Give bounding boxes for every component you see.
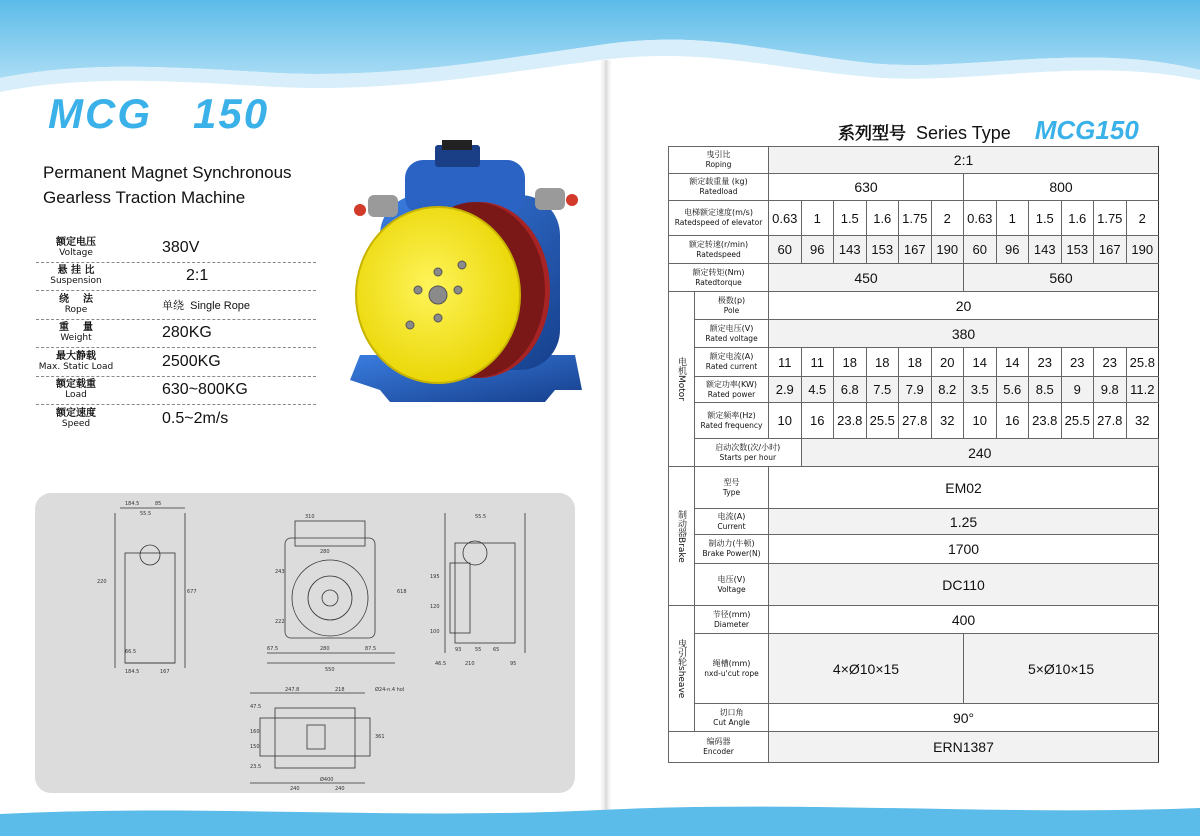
dim-label: 195 — [430, 574, 440, 580]
label-cn: 额定功率(KW) — [705, 379, 758, 389]
dim-label: 167 — [160, 669, 170, 675]
model-title: MCG 150 — [48, 90, 270, 137]
dim-label: 67.5 — [267, 646, 279, 652]
cell: 6.8 — [834, 377, 867, 403]
spec-label-cn: 额定速度 — [56, 408, 96, 420]
spec-table — [668, 146, 1159, 763]
spec-value: 2:1 — [186, 267, 209, 285]
cell: 5.6 — [996, 377, 1029, 403]
cell: 96 — [996, 236, 1029, 264]
cell: 1.6 — [1061, 201, 1094, 236]
label-en: Ratedtorque — [695, 277, 742, 287]
label-cn: 额定转速(r/min) — [688, 239, 749, 249]
cell: 18 — [866, 348, 899, 377]
value-encoder: ERN1387 — [769, 732, 1159, 763]
dim-label: 55.5 — [140, 511, 152, 517]
cell: 23 — [1061, 348, 1094, 377]
label-cn: 电流(A) — [717, 511, 746, 521]
dim-label: 85 — [155, 501, 162, 507]
label-cn: 额定转矩(Nm) — [692, 267, 745, 277]
cell: 1.75 — [899, 201, 932, 236]
cell: 7.9 — [899, 377, 932, 403]
value-load-630: 630 — [769, 174, 964, 201]
cell: 23.8 — [834, 403, 867, 439]
cell: 25.5 — [866, 403, 899, 439]
label-en: Starts per hour — [719, 452, 777, 462]
dim-label: 280 — [320, 646, 330, 652]
dim-label: 150 — [250, 744, 260, 750]
value-rope-800: 5×Ø10×15 — [964, 634, 1159, 704]
label-en: Roping — [705, 160, 732, 169]
cell: 11 — [769, 348, 802, 377]
row-power — [669, 377, 1159, 403]
row-ratedload — [669, 174, 1159, 201]
product-subtitle — [43, 160, 292, 210]
label-cn: 切口角 — [719, 707, 744, 717]
row-rpm — [669, 236, 1159, 264]
spec-label-en: Max. Static Load — [38, 361, 114, 372]
cell: 143 — [1029, 236, 1062, 264]
cell: 25.8 — [1126, 348, 1159, 377]
label-en: Rated power — [707, 389, 756, 399]
value-cut-angle: 90° — [769, 704, 1159, 732]
label-cn: 制动力(牛顿) — [708, 539, 755, 548]
spec-row-static-load — [36, 348, 316, 377]
cell: 1.75 — [1094, 201, 1127, 236]
label-en: Ratedspeed of elevator — [674, 218, 763, 227]
dim-label: 93 — [455, 647, 462, 653]
label-cn: 额定电流(A) — [709, 352, 754, 361]
row-brake-current — [669, 509, 1159, 535]
dim-label: 361 — [375, 734, 385, 740]
spec-label-en: Speed — [61, 419, 91, 430]
cell: 23 — [1094, 348, 1127, 377]
dim-label: 87.5 — [365, 646, 377, 652]
spec-list — [36, 234, 316, 434]
dim-label: Ø24-n.4 hol — [375, 687, 405, 693]
dim-label: 618 — [397, 589, 407, 595]
label-en: Voltage — [717, 584, 746, 594]
label-en: Type — [722, 487, 741, 497]
value-brake-current: 1.25 — [769, 509, 1159, 535]
cell: 1 — [801, 201, 834, 236]
cell: 7.5 — [866, 377, 899, 403]
cell: 143 — [834, 236, 867, 264]
row-current — [669, 348, 1159, 377]
dim-label: 65 — [493, 647, 500, 653]
dim-label: 23.5 — [250, 764, 262, 770]
label-cn: 额定电压(V) — [709, 323, 754, 333]
cell: 10 — [769, 403, 802, 439]
cell: 0.63 — [964, 201, 997, 236]
cell: 190 — [931, 236, 964, 264]
spec-row-suspension — [36, 263, 316, 292]
cell: 153 — [1061, 236, 1094, 264]
cell: 1.6 — [866, 201, 899, 236]
label-en: Pole — [723, 305, 740, 315]
spec-label-cn: 最大静载 — [56, 350, 96, 362]
label-cn: 编码器 — [706, 737, 731, 746]
bottom-wave-banner — [0, 800, 1200, 836]
dim-label: 222 — [275, 619, 285, 625]
cell: 9 — [1061, 377, 1094, 403]
spec-value: 630~800KG — [162, 381, 248, 399]
label-en: nxd-u'cut rope — [704, 668, 759, 678]
row-voltage — [669, 320, 1159, 348]
cell: 32 — [1126, 403, 1159, 439]
dim-label: 243 — [275, 569, 285, 575]
spec-row-speed — [36, 405, 316, 434]
cell: 23.8 — [1029, 403, 1062, 439]
dim-label: 55 — [475, 647, 482, 653]
spec-row-rope — [36, 291, 316, 320]
row-speed — [669, 201, 1159, 236]
cell: 18 — [899, 348, 932, 377]
series-model: MCG150 — [1034, 115, 1139, 145]
cell: 1.5 — [1029, 201, 1062, 236]
dim-label: 218 — [335, 687, 345, 693]
spec-row-voltage — [36, 234, 316, 263]
dim-label: 46.5 — [435, 661, 447, 667]
cell: 2 — [931, 201, 964, 236]
label-cn: 电梯额定速度(m/s) — [684, 208, 753, 217]
label-cn: 启动次数(次/小时) — [715, 442, 781, 452]
row-cut-angle — [669, 704, 1159, 732]
label-cn: 额定载重量 (kg) — [689, 177, 748, 186]
spec-value: 2500KG — [162, 352, 221, 370]
series-header — [838, 115, 1139, 146]
row-brake-type — [669, 467, 1159, 509]
label-en: Rated current — [705, 362, 758, 371]
cell: 18 — [834, 348, 867, 377]
spec-label-en: Suspension — [50, 276, 102, 287]
dim-label: 160 — [250, 729, 260, 735]
spec-label-cn: 额定载重 — [56, 379, 96, 391]
dim-label: 280 — [320, 549, 330, 555]
cell: 11 — [801, 348, 834, 377]
dim-label: 95 — [510, 661, 517, 667]
cell: 2.9 — [769, 377, 802, 403]
row-brake-power — [669, 535, 1159, 564]
cell: 60 — [769, 236, 802, 264]
dim-label: 310 — [305, 514, 315, 520]
value-torque-450: 450 — [769, 264, 964, 292]
dim-label: 184.5 — [125, 669, 140, 675]
cell: 0.63 — [769, 201, 802, 236]
label-en: Ratedload — [699, 187, 738, 196]
value-load-800: 800 — [964, 174, 1159, 201]
cell: 27.8 — [899, 403, 932, 439]
row-diameter — [669, 606, 1159, 634]
label-cn: 曳引比 — [706, 150, 731, 159]
spec-value: 380V — [162, 238, 200, 256]
dim-label: 55.5 — [475, 514, 487, 520]
cell: 190 — [1126, 236, 1159, 264]
spec-value: 0.5~2m/s — [162, 410, 229, 428]
cell: 167 — [1094, 236, 1127, 264]
dim-label: 240 — [335, 786, 345, 792]
cell: 27.8 — [1094, 403, 1127, 439]
cell: 16 — [801, 403, 834, 439]
label-en: Rated voltage — [705, 333, 758, 343]
row-encoder — [669, 732, 1159, 763]
label-cn: 电压(V) — [717, 574, 746, 584]
value-torque-560: 560 — [964, 264, 1159, 292]
subtitle-line-1: Permanent Magnet Synchronous — [43, 163, 292, 182]
cell: 8.5 — [1029, 377, 1062, 403]
dim-label: 120 — [430, 604, 440, 610]
row-pole — [669, 292, 1159, 320]
subtitle-line-2: Gearless Traction Machine — [43, 188, 246, 207]
cell: 3.5 — [964, 377, 997, 403]
spec-label-en: Rope — [64, 304, 88, 315]
spec-label-en: Weight — [60, 333, 92, 344]
cell: 11.2 — [1126, 377, 1159, 403]
cell: 1 — [996, 201, 1029, 236]
cell: 2 — [1126, 201, 1159, 236]
cell: 8.2 — [931, 377, 964, 403]
label-en: Encoder — [703, 747, 734, 756]
label-en: Cut Angle — [713, 717, 750, 727]
dimension-drawing — [35, 493, 575, 793]
dim-label: 550 — [325, 667, 335, 673]
page-fold — [600, 60, 612, 820]
row-rope — [669, 634, 1159, 704]
value-brake-power: 1700 — [769, 535, 1159, 564]
dim-label: 100 — [430, 629, 440, 635]
spec-label-en: Voltage — [59, 247, 93, 258]
value-starts: 240 — [801, 439, 1159, 467]
value-brake-type: EM02 — [769, 467, 1159, 509]
label-cn: 极数(p) — [717, 295, 746, 305]
dim-label: 220 — [97, 579, 107, 585]
group-brake: 制动器Brake — [669, 467, 695, 606]
dimension-drawing-panel — [35, 493, 575, 793]
dim-label: 47.5 — [250, 704, 262, 710]
cell: 10 — [964, 403, 997, 439]
cell: 96 — [801, 236, 834, 264]
label-en: Ratedspeed — [696, 249, 741, 259]
value-roping: 2:1 — [769, 147, 1159, 174]
row-roping — [669, 147, 1159, 174]
spec-value: 280KG — [162, 324, 212, 342]
row-torque — [669, 264, 1159, 292]
spec-label-en: Load — [65, 390, 87, 401]
cell: 20 — [931, 348, 964, 377]
label-cn: 型号 — [723, 477, 740, 487]
cell: 153 — [866, 236, 899, 264]
cell: 167 — [899, 236, 932, 264]
dim-label: 210 — [465, 661, 475, 667]
cell: 9.8 — [1094, 377, 1127, 403]
label-cn: 绳槽(mm) — [712, 658, 751, 668]
cell: 16 — [996, 403, 1029, 439]
value-pole: 20 — [769, 292, 1159, 320]
series-label-en: Series Type — [916, 123, 1011, 143]
row-starts — [669, 439, 1159, 467]
cell: 1.5 — [834, 201, 867, 236]
value-rope-630: 4×Ø10×15 — [769, 634, 964, 704]
value-voltage: 380 — [769, 320, 1159, 348]
value-diameter: 400 — [769, 606, 1159, 634]
spec-value: 单绕 Single Rope — [162, 299, 251, 312]
dim-label: 677 — [187, 589, 197, 595]
dim-label: 240 — [290, 786, 300, 792]
row-frequency — [669, 403, 1159, 439]
spec-label-cn: 重 量 — [59, 322, 93, 334]
dim-label: Ø400 — [320, 777, 334, 783]
label-en: Diameter — [714, 619, 750, 629]
spec-row-load — [36, 377, 316, 406]
label-cn: 额定频率(Hz) — [707, 410, 756, 420]
group-sheave: 曳引轮sheave — [669, 606, 695, 732]
group-motor: 电机Motor — [669, 292, 695, 467]
row-brake-voltage — [669, 564, 1159, 606]
spec-label-cn: 额定电压 — [56, 236, 96, 248]
traction-machine-image — [350, 140, 585, 410]
value-brake-voltage: DC110 — [769, 564, 1159, 606]
cell: 4.5 — [801, 377, 834, 403]
dim-label: 184.5 — [125, 501, 140, 507]
cell: 14 — [964, 348, 997, 377]
series-label-cn: 系列型号 — [838, 124, 906, 144]
cell: 60 — [964, 236, 997, 264]
cell: 23 — [1029, 348, 1062, 377]
cell: 25.5 — [1061, 403, 1094, 439]
cell: 14 — [996, 348, 1029, 377]
spec-label-cn: 悬 挂 比 — [57, 265, 95, 277]
dim-label: 247.8 — [285, 687, 300, 693]
dim-label: 66.5 — [125, 649, 137, 655]
label-cn: 节径(mm) — [712, 609, 751, 619]
cell: 32 — [931, 403, 964, 439]
label-en: Rated frequency — [700, 420, 763, 430]
spec-label-cn: 绕 法 — [59, 293, 93, 305]
label-en: Current — [717, 521, 746, 531]
spec-row-weight — [36, 320, 316, 349]
label-en: Brake Power(N) — [702, 549, 761, 558]
